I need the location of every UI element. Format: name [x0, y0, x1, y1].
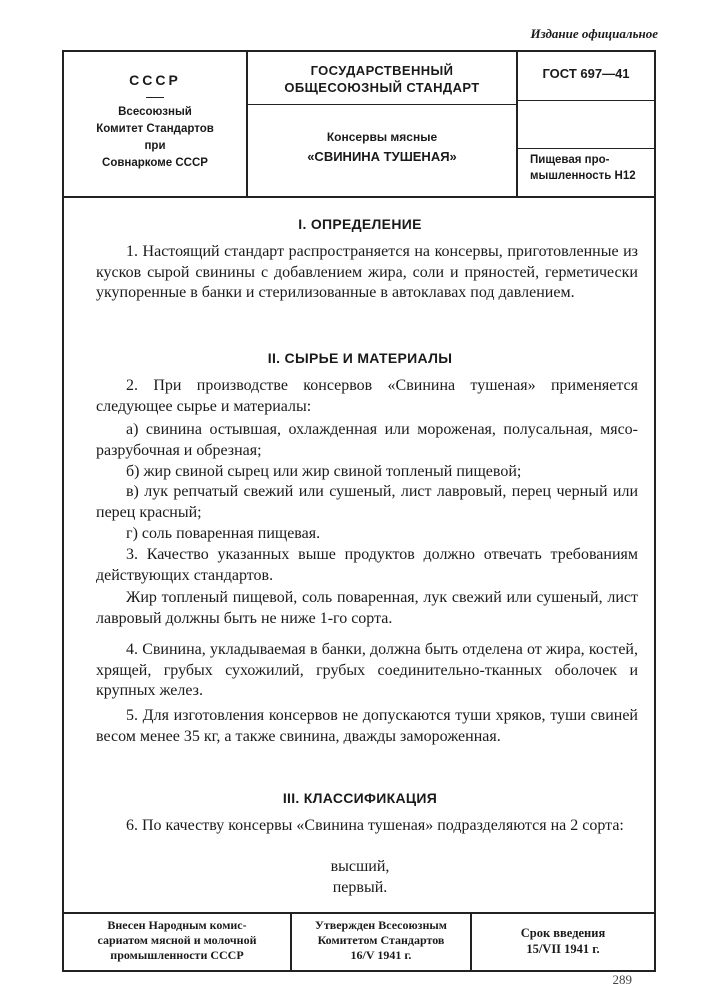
introduced-line: Внесен Народным комис- [107, 918, 247, 932]
committee-line: Всесоюзный [118, 106, 192, 118]
paragraph-2a: а) свинина остывшая, охлажденная или мороженая, полусальная, мясо-разрубочная и обрезная; [96, 421, 638, 459]
paragraph-2d: г) соль поваренная пищевая. [126, 525, 321, 542]
introduced-line: промышленности СССР [110, 948, 244, 962]
frame-left-border [62, 50, 64, 972]
footer-effective-date [472, 925, 654, 957]
term-line: Срок введения [520, 926, 606, 940]
industry-line: Пищевая про- [530, 154, 610, 166]
approved-line: Комитетом Стандартов [317, 933, 445, 947]
paragraph-3b: Жир топленый пищевой, соль поваренная, лук свежий или сушеный, лист лавровый должны быть не ниже 1-го сорта. [96, 589, 638, 627]
header-committee [64, 104, 246, 172]
header-right-hline1 [516, 100, 656, 101]
footer-introduced-by [64, 918, 290, 963]
committee-line: Совнаркоме СССР [102, 157, 208, 169]
standard-type-line: ОБЩЕСОЮЗНЫЙ СТАНДАРТ [284, 80, 480, 95]
gost-number: ГОСТ 697—41 [542, 66, 630, 81]
page-number: 289 [612, 972, 632, 987]
edition-label: Издание официальное [530, 26, 658, 41]
paragraph-5: 5. Для изготовления консервов не допускаются туши хряков, туши свиней весом менее 35 кг, а также свинина, дважды замороженная. [96, 707, 638, 745]
subject-line: Консервы мясные [326, 130, 438, 144]
section-title-materials: II. СЫРЬЕ И МАТЕРИАЛЫ [267, 350, 453, 366]
paragraph-2b: б) жир свиной сырец или жир свиной топленый пищевой; [126, 463, 522, 480]
country-underline [146, 97, 164, 98]
frame-bottom-border [62, 970, 656, 972]
section-title-definition: I. ОПРЕДЕЛЕНИЕ [298, 216, 422, 232]
frame-right-border [654, 50, 656, 972]
grade-premium: высший, [330, 858, 390, 875]
paragraph-1: 1. Настоящий стандарт распространяется на консервы, приготовленные из кусков сырой свинины с добавлением жира, соли и пряностей, герметически укупоренные в банки и стерилизованные в автоклавах под давлением. [96, 243, 638, 301]
paragraph-2c: в) лук репчатый свежий или сушеный, лист лавровый, перец черный или перец красный; [96, 483, 638, 521]
header-country: СССР [129, 72, 181, 88]
header-divider-bottom [62, 196, 656, 198]
section-title-classification: III. КЛАССИФИКАЦИЯ [282, 790, 438, 806]
committee-line: Комитет Стандартов [96, 123, 214, 135]
paragraph-3: 3. Качество указанных выше продуктов должно отвечать требованиям действующих стандартов. [96, 546, 638, 584]
footer-approved-by [292, 918, 470, 963]
standard-type-line: ГОСУДАРСТВЕННЫЙ [310, 63, 454, 78]
committee-line: при [144, 140, 166, 152]
industry-code [518, 152, 654, 184]
footer-divider-top [62, 912, 656, 914]
frame-top-border [62, 50, 656, 52]
header-standard-type [248, 62, 516, 96]
paragraph-2: 2. При производстве консервов «Свинина тушеная» применяется следующее сырье и материалы: [96, 377, 638, 415]
approved-line: Утвержден Всесоюзным [315, 918, 447, 932]
introduced-line: сариатом мясной и молочной [97, 933, 257, 947]
paragraph-4: 4. Свинина, укладываемая в банки, должна быть отделена от жира, костей, хрящей, грубых сухожилий, грубых соединительно-тканных оболочек и крупных желез. [96, 641, 638, 699]
approved-line: 16/V 1941 г. [350, 948, 412, 962]
term-line: 15/VII 1941 г. [526, 942, 600, 956]
grade-first: первый. [332, 879, 388, 896]
subject-line: «СВИНИНА ТУШЕНАЯ» [307, 149, 457, 164]
header-subject [248, 128, 516, 166]
header-center-hline [246, 104, 518, 105]
paragraph-6: 6. По качеству консервы «Свинина тушеная» подразделяются на 2 сорта: [126, 817, 624, 834]
header-right-hline2 [516, 148, 656, 149]
industry-line: мышленность Н12 [530, 170, 636, 182]
